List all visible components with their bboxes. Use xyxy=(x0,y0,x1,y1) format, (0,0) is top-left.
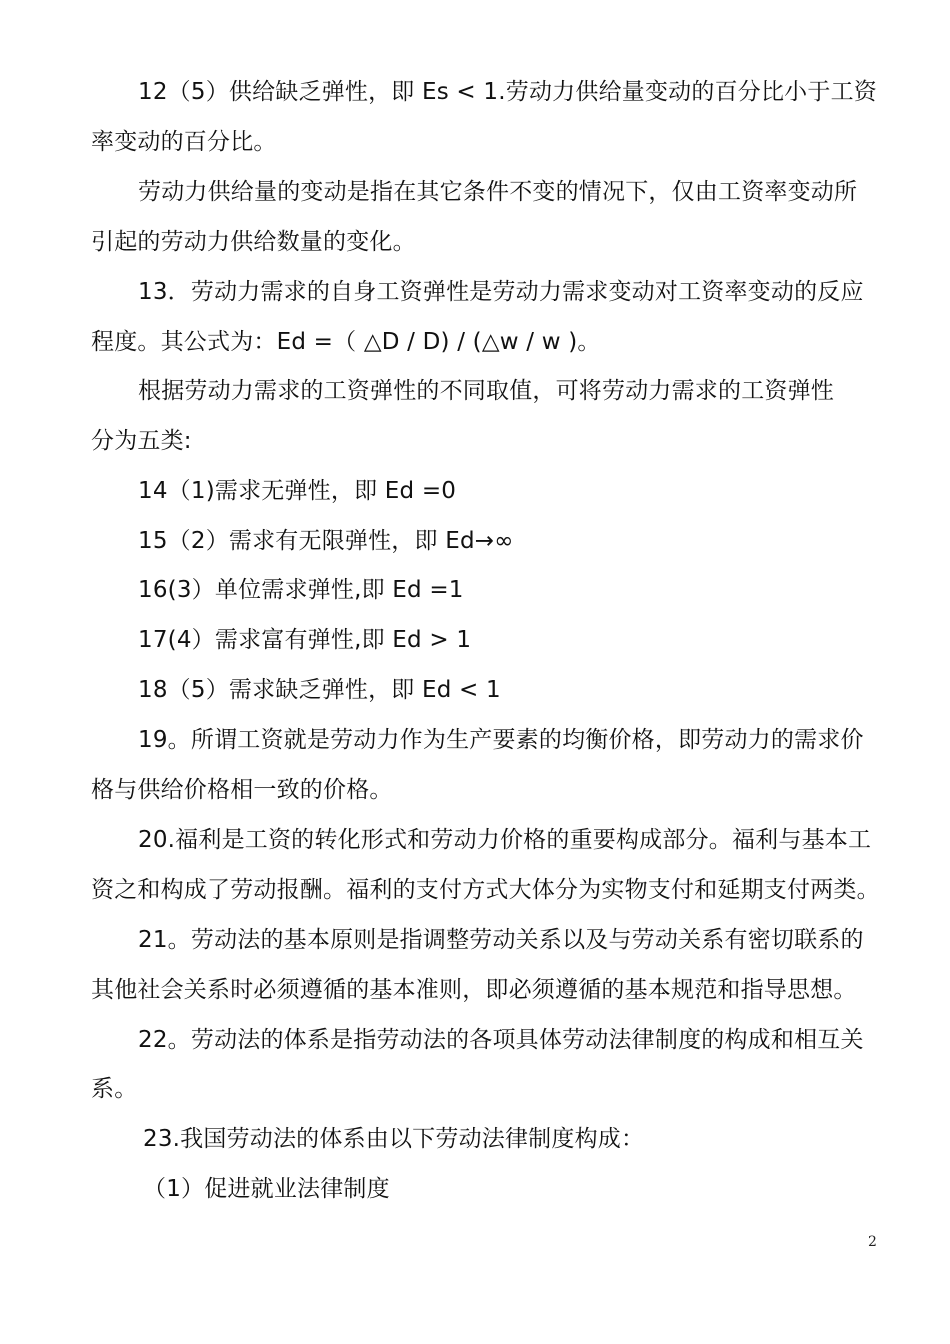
text-line: 系。 xyxy=(91,1076,138,1102)
list-item: 16(3）单位需求弹性,即 Ed =1 xyxy=(138,577,464,603)
text-line: 程度。其公式为：Ed =（ △D / D) / (△w / w )。 xyxy=(91,329,601,355)
list-item: 14（1)需求无弹性，即 Ed =0 xyxy=(138,478,457,504)
text-line: 19。所谓工资就是劳动力作为生产要素的均衡价格，即劳动力的需求价 xyxy=(138,727,864,753)
text-line: 根据劳动力需求的工资弹性的不同取值，可将劳动力需求的工资弹性 xyxy=(138,378,834,404)
list-item: 18（5）需求缺乏弹性，即 Ed < 1 xyxy=(138,677,501,703)
text-line: 12（5）供给缺乏弹性，即 Es < 1.劳动力供给量变动的百分比小于工资 xyxy=(138,79,877,105)
list-item: （1）促进就业法律制度 xyxy=(143,1176,390,1202)
list-item: 17(4）需求富有弹性,即 Ed > 1 xyxy=(138,627,472,653)
text-line: 格与供给价格相一致的价格。 xyxy=(91,777,393,803)
list-item: 15（2）需求有无限弹性，即 Ed→∞ xyxy=(138,528,514,554)
text-line: 其他社会关系时必须遵循的基本准则，即必须遵循的基本规范和指导思想。 xyxy=(91,977,857,1003)
text-line: 率变动的百分比。 xyxy=(91,129,277,155)
page-number: 2 xyxy=(868,1234,877,1250)
text-line: 资之和构成了劳动报酬。福利的支付方式大体分为实物支付和延期支付两类。 xyxy=(91,877,880,903)
text-line: 劳动力供给量的变动是指在其它条件不变的情况下，仅由工资率变动所 xyxy=(138,179,858,205)
text-line: 13．劳动力需求的自身工资弹性是劳动力需求变动对工资率变动的反应 xyxy=(138,279,864,305)
text-line: 21。劳动法的基本原则是指调整劳动关系以及与劳动关系有密切联系的 xyxy=(138,927,864,953)
text-line: 20.福利是工资的转化形式和劳动力价格的重要构成部分。福利与基本工 xyxy=(138,827,872,853)
text-line: 分为五类: xyxy=(91,428,192,454)
text-line: 引起的劳动力供给数量的变化。 xyxy=(91,229,416,255)
text-line: 22。劳动法的体系是指劳动法的各项具体劳动法律制度的构成和相互关 xyxy=(138,1027,864,1053)
text-line: 23.我国劳动法的体系由以下劳动法律制度构成： xyxy=(143,1126,645,1152)
